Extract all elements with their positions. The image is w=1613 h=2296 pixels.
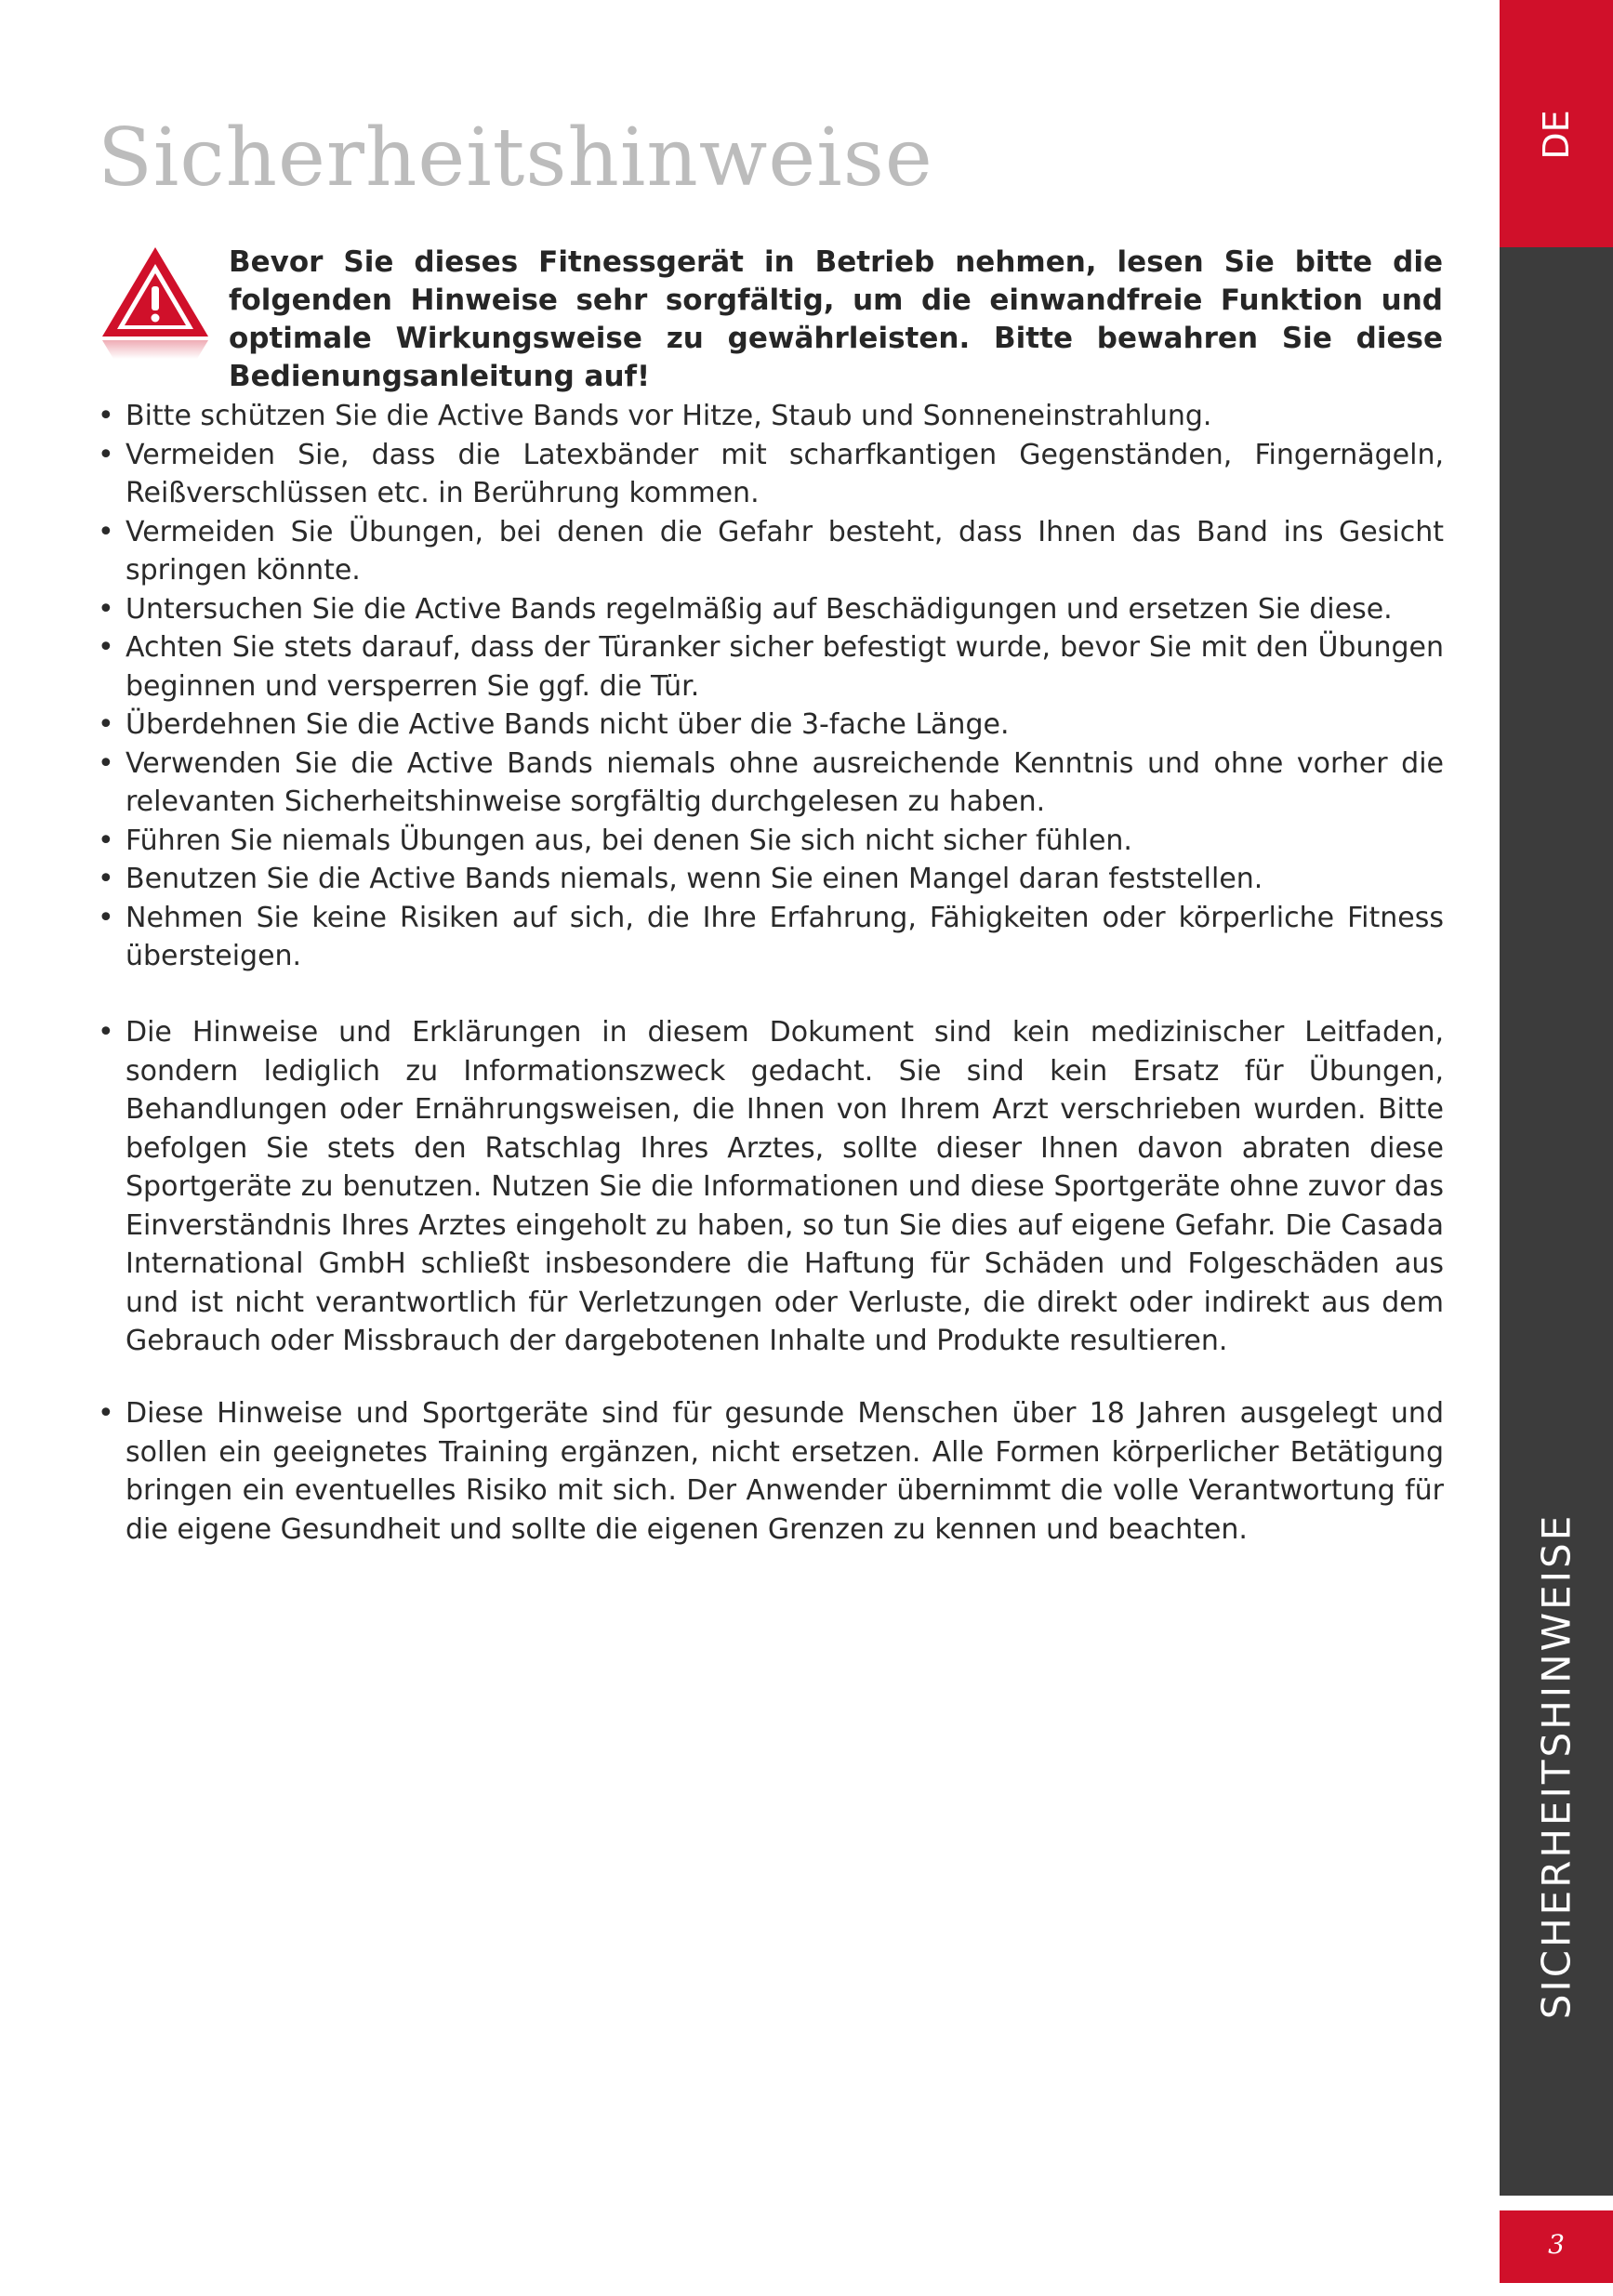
list-item: • Achten Sie stets darauf, dass der Türanker sicher befestigt wurde, bevor Sie mit den Übungen beginnen und versperren Sie ggf. die Tür. [98, 628, 1444, 706]
warning-triangle-icon [95, 240, 216, 361]
language-tab-label: DE [1536, 110, 1577, 160]
list-item: • Verwenden Sie die Active Bands niemals ohne ausreichende Kenntnis und ohne vorher die relevanten Sicherheitshinweise sorgfältig durchgelesen zu haben. [98, 745, 1444, 822]
list-item: • Vermeiden Sie Übungen, bei denen die Gefahr besteht, dass Ihnen das Band ins Gesicht springen könnte. [98, 513, 1444, 590]
section-sidebar-label: SICHERHEITSHINWEISE [1533, 1512, 1580, 2020]
list-item: • Benutzen Sie die Active Bands niemals, wenn Sie einen Mangel daran feststellen. [98, 860, 1444, 899]
page-title: Sicherheitshinweise [98, 112, 933, 205]
medical-disclaimer [98, 1013, 1444, 1361]
safety-intro-text: Bevor Sie dieses Fitnessgerät in Betrieb nehmen, lesen Sie bitte die folgenden Hinweise sehr sorgfältig, um die einwandfreie Funktion und optimale Wirkungsweise zu gewährleisten. Bitte bewahren Sie diese Bedienungsanleitung auf! [229, 245, 1443, 393]
list-item: • Vermeiden Sie, dass die Latexbänder mit scharfkantigen Gegenständen, Fingernägeln, Reißverschlüssen etc. in Berührung kommen. [98, 436, 1444, 513]
list-item: • Untersuchen Sie die Active Bands regelmäßig auf Beschädigungen und ersetzen Sie diese. [98, 590, 1444, 629]
page-number: 3 [1548, 2229, 1565, 2260]
list-item: • Bitte schützen Sie die Active Bands vor Hitze, Staub und Sonneneinstrahlung. [98, 397, 1444, 436]
usage-disclaimer [98, 1394, 1444, 1549]
list-item: • Diese Hinweise und Sportgeräte sind für gesunde Menschen über 18 Jahren ausgelegt und sollen ein geeignetes Training ergänzen, nicht ersetzen. Alle Formen körperlicher Betätigung bringen ein eventuelles Risiko mit sich. Der Anwender übernimmt die volle Verantwortung für die eigene Gesundheit und sollte die eigenen Grenzen zu kennen und beachten. [98, 1394, 1444, 1549]
list-item: • Nehmen Sie keine Risiken auf sich, die Ihre Erfahrung, Fähigkeiten oder körperliche Fitness übersteigen. [98, 899, 1444, 976]
safety-rules-list [98, 397, 1444, 976]
page-number-box [1500, 2210, 1613, 2283]
list-item: • Führen Sie niemals Übungen aus, bei denen Sie sich nicht sicher fühlen. [98, 822, 1444, 861]
list-item: • Überdehnen Sie die Active Bands nicht über die 3-fache Länge. [98, 706, 1444, 745]
list-item: • Die Hinweise und Erklärungen in diesem Dokument sind kein medizinischer Leitfaden, sondern lediglich zu Informationszweck gedacht. Sie sind kein Ersatz für Übungen, Behandlungen oder Ernährungsweisen, die Ihnen von Ihrem Arzt verschrieben wurden. Bitte befolgen Sie stets den Ratschlag Ihres Arztes, sollte dieser Ihnen davon abraten diese Sportgeräte zu benutzen. Nutzen Sie die Informationen und diese Sportgeräte ohne zuvor das Einverständnis Ihres Arztes eingeholt zu haben, so tun Sie dies auf eigene Gefahr. Die Casada International GmbH schließt insbesondere die Haftung für Schäden und Folgeschäden aus und ist nicht verantwortlich für Verletzungen oder Verluste, die direkt oder indirekt aus dem Gebrauch oder Missbrauch der dargebotenen Inhalte und Produkte resultieren. [98, 1013, 1444, 1361]
